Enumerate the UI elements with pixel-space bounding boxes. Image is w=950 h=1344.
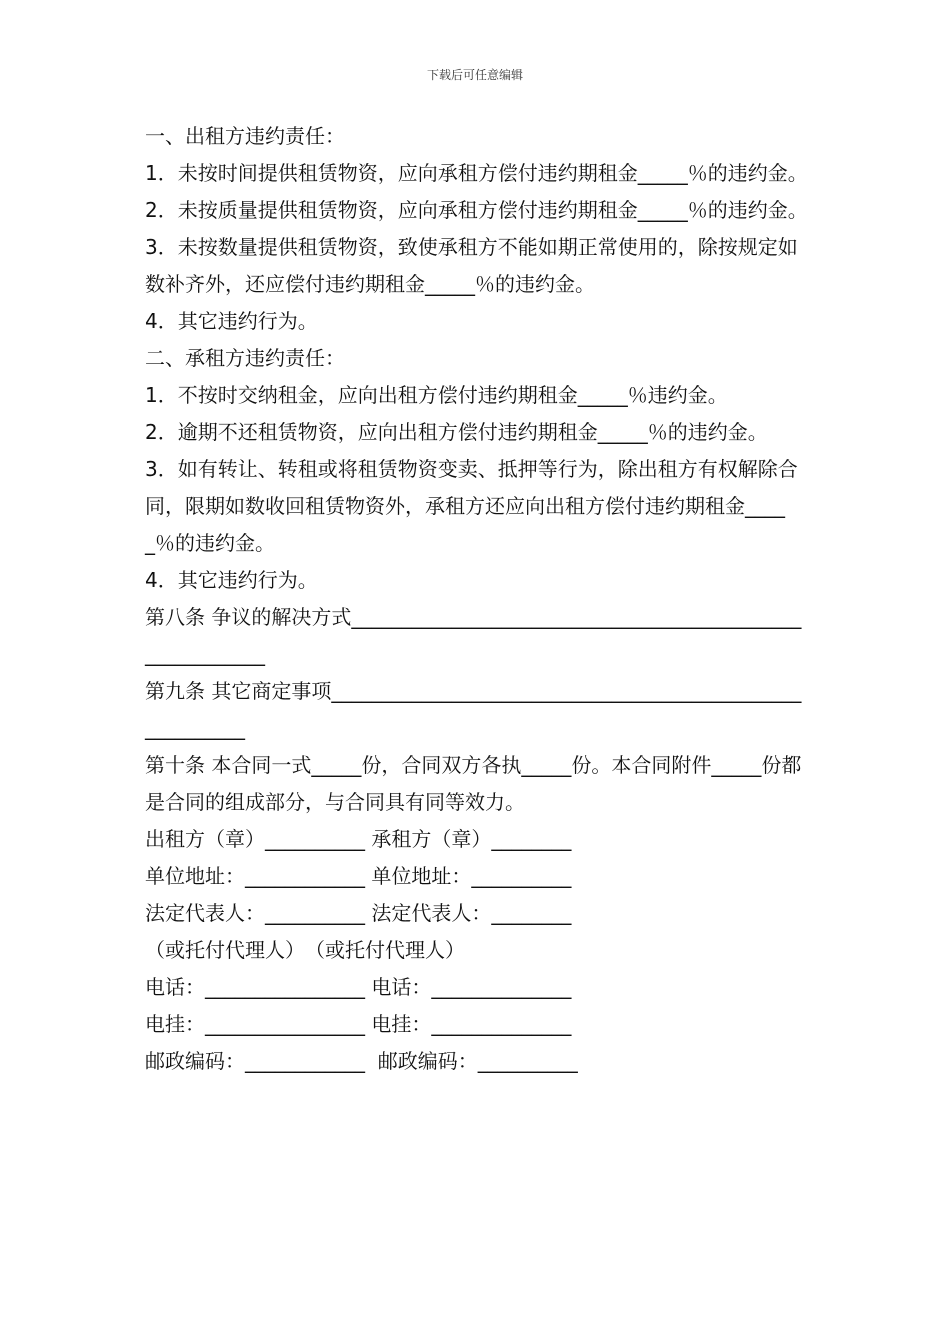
signature-legal-representative: 法定代表人：__________ 法定代表人：________	[145, 901, 572, 925]
clause-lessee-3: 3．如有转让、转租或将租赁物资变卖、抵押等行为，除出租方有权解除合同，限期如数收回租赁物资外，承租方还应向出租方偿付违约期租金_____％的违约金。	[145, 457, 798, 555]
clause-lessor-3: 3．未按数量提供租赁物资，致使承租方不能如期正常使用的，除按规定如数补齐外，还应偿付违约期租金_____％的违约金。	[145, 235, 798, 296]
contract-body	[145, 118, 810, 1080]
section-heading-lessor-liability: 一、出租方违约责任：	[145, 124, 345, 148]
article-9-other-matters: 第九条 其它商定事项_________________________________________________________	[145, 679, 802, 740]
clause-lessee-1: 1．不按时交纳租金，应向出租方偿付违约期租金_____％违约金。	[145, 383, 728, 407]
signature-address: 单位地址：____________ 单位地址：__________	[145, 864, 572, 888]
signature-cable: 电挂：________________ 电挂：______________	[145, 1012, 572, 1036]
clause-lessor-4: 4．其它违约行为。	[145, 309, 318, 333]
page-header: 下载后可任意编辑	[426, 68, 523, 82]
clause-lessor-1: 1．未按时间提供租赁物资，应向承租方偿付违约期租金_____％的违约金。	[145, 161, 808, 185]
clause-lessor-2: 2．未按质量提供租赁物资，应向承租方偿付违约期租金_____％的违约金。	[145, 198, 808, 222]
signature-postal-code: 邮政编码：____________ 邮政编码：__________	[145, 1049, 578, 1073]
signature-agent: （或托付代理人） （或托付代理人）	[145, 938, 465, 962]
article-10-copies: 第十条 本合同一式_____份，合同双方各执_____份。本合同附件_____份都是合同的组成部分，与合同具有同等效力。	[145, 753, 802, 814]
clause-lessee-4: 4．其它违约行为。	[145, 568, 318, 592]
article-8-dispute-resolution: 第八条 争议的解决方式_________________________________________________________	[145, 605, 802, 666]
clause-lessee-2: 2．逾期不还租赁物资，应向出租方偿付违约期租金_____％的违约金。	[145, 420, 768, 444]
signature-phone: 电话：________________ 电话：______________	[145, 975, 572, 999]
signature-party-seal: 出租方（章）__________ 承租方（章）________	[145, 827, 572, 851]
section-heading-lessee-liability: 二、承租方违约责任：	[145, 346, 345, 370]
